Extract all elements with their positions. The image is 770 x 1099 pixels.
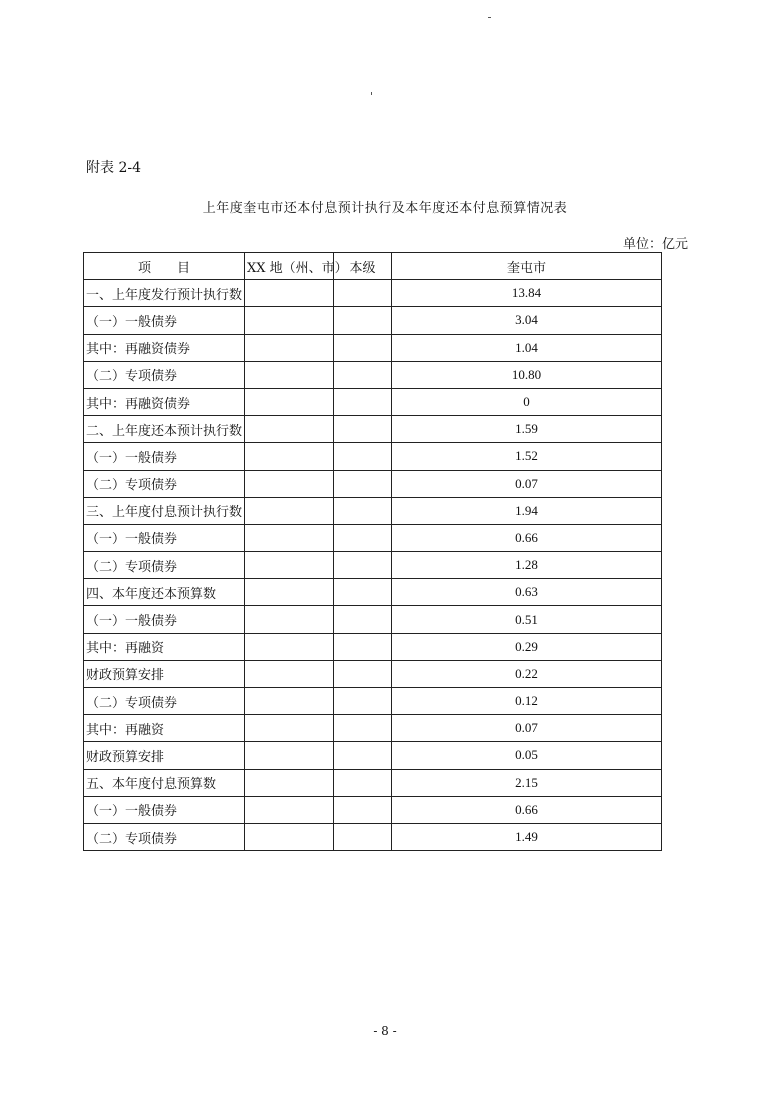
row-label: 三、上年度付息预计执行数 [84,497,245,524]
table-row [84,443,662,470]
row-city-value: 0 [392,388,662,415]
unit-label: 单位：亿元 [622,237,688,252]
row-label: （一）一般债券 [84,796,245,823]
row-own-level-cell [334,660,392,687]
table-row [84,823,662,850]
row-label: （一）一般债券 [84,524,245,551]
table-row [84,280,662,307]
row-label: 其中：再融资 [84,633,245,660]
table-row [84,660,662,687]
row-city-value: 0.51 [392,606,662,633]
row-region-cell [245,769,334,796]
row-city-value: 0.29 [392,633,662,660]
row-city-value: 0.05 [392,742,662,769]
row-city-value: 0.66 [392,796,662,823]
row-region-cell [245,688,334,715]
row-label: （二）专项债券 [84,470,245,497]
table-row [84,334,662,361]
table-row [84,361,662,388]
table-row [84,606,662,633]
row-own-level-cell [334,633,392,660]
table-row [84,497,662,524]
row-region-cell [245,416,334,443]
row-label: 一、上年度发行预计执行数 [84,280,245,307]
row-region-cell [245,443,334,470]
row-city-value: 0.66 [392,524,662,551]
row-label: 四、本年度还本预算数 [84,579,245,606]
row-city-value: 10.80 [392,361,662,388]
row-region-cell [245,742,334,769]
table-row [84,524,662,551]
row-own-level-cell [334,796,392,823]
row-city-value: 0.07 [392,715,662,742]
row-city-value: 0.22 [392,660,662,687]
table-row [84,742,662,769]
row-label: （二）专项债券 [84,552,245,579]
row-own-level-cell [334,416,392,443]
scan-speck [371,92,372,95]
row-city-value: 1.28 [392,552,662,579]
row-label: 其中：再融资 [84,715,245,742]
row-region-cell [245,796,334,823]
row-label: （二）专项债券 [84,361,245,388]
row-label: （一）一般债券 [84,307,245,334]
table-row [84,416,662,443]
row-region-cell [245,606,334,633]
row-region-cell [245,388,334,415]
row-region-cell [245,579,334,606]
row-city-value: 13.84 [392,280,662,307]
table-row [84,470,662,497]
row-label: （二）专项债券 [84,823,245,850]
row-own-level-cell [334,715,392,742]
debt-table [83,252,662,851]
table-header-row [84,253,662,280]
table-row [84,388,662,415]
page-number: - 8 - [373,1024,397,1038]
row-own-level-cell [334,307,392,334]
header-item: 项 目 [84,253,245,280]
row-region-cell [245,660,334,687]
row-region-cell [245,823,334,850]
row-own-level-cell [334,361,392,388]
table-row [84,688,662,715]
row-region-cell [245,280,334,307]
row-own-level-cell [334,334,392,361]
row-city-value: 1.59 [392,416,662,443]
row-city-value: 0.12 [392,688,662,715]
header-own-level: 本级 [334,253,392,280]
table-row [84,552,662,579]
table-body [84,280,662,851]
row-label: （一）一般债券 [84,443,245,470]
table-row [84,715,662,742]
row-own-level-cell [334,688,392,715]
row-label: （二）专项债券 [84,688,245,715]
row-city-value: 1.49 [392,823,662,850]
row-own-level-cell [334,769,392,796]
row-own-level-cell [334,497,392,524]
table-row [84,633,662,660]
row-region-cell [245,334,334,361]
row-own-level-cell [334,388,392,415]
header-region: XX 地（州、市） [245,253,334,280]
row-city-value: 2.15 [392,769,662,796]
row-own-level-cell [334,579,392,606]
table-title: 上年度奎屯市还本付息预计执行及本年度还本付息预算情况表 [202,201,568,216]
row-region-cell [245,307,334,334]
row-own-level-cell [334,606,392,633]
row-own-level-cell [334,280,392,307]
row-city-value: 1.52 [392,443,662,470]
table-row [84,769,662,796]
table-row [84,307,662,334]
row-label: 其中：再融资债券 [84,334,245,361]
row-region-cell [245,715,334,742]
row-region-cell [245,552,334,579]
row-region-cell [245,524,334,551]
row-own-level-cell [334,470,392,497]
row-label: 五、本年度付息预算数 [84,769,245,796]
row-region-cell [245,470,334,497]
row-label: 财政预算安排 [84,660,245,687]
table-row [84,579,662,606]
row-label: 财政预算安排 [84,742,245,769]
row-city-value: 3.04 [392,307,662,334]
row-own-level-cell [334,524,392,551]
scan-speck [488,17,491,18]
appendix-label: 附表 2-4 [86,160,141,176]
row-region-cell [245,361,334,388]
row-label: 其中：再融资债券 [84,388,245,415]
row-region-cell [245,497,334,524]
row-label: 二、上年度还本预计执行数 [84,416,245,443]
row-own-level-cell [334,823,392,850]
row-label: （一）一般债券 [84,606,245,633]
row-city-value: 1.94 [392,497,662,524]
row-region-cell [245,633,334,660]
row-own-level-cell [334,552,392,579]
row-own-level-cell [334,742,392,769]
row-own-level-cell [334,443,392,470]
row-city-value: 1.04 [392,334,662,361]
header-city: 奎屯市 [392,253,662,280]
row-city-value: 0.63 [392,579,662,606]
table-row [84,796,662,823]
row-city-value: 0.07 [392,470,662,497]
